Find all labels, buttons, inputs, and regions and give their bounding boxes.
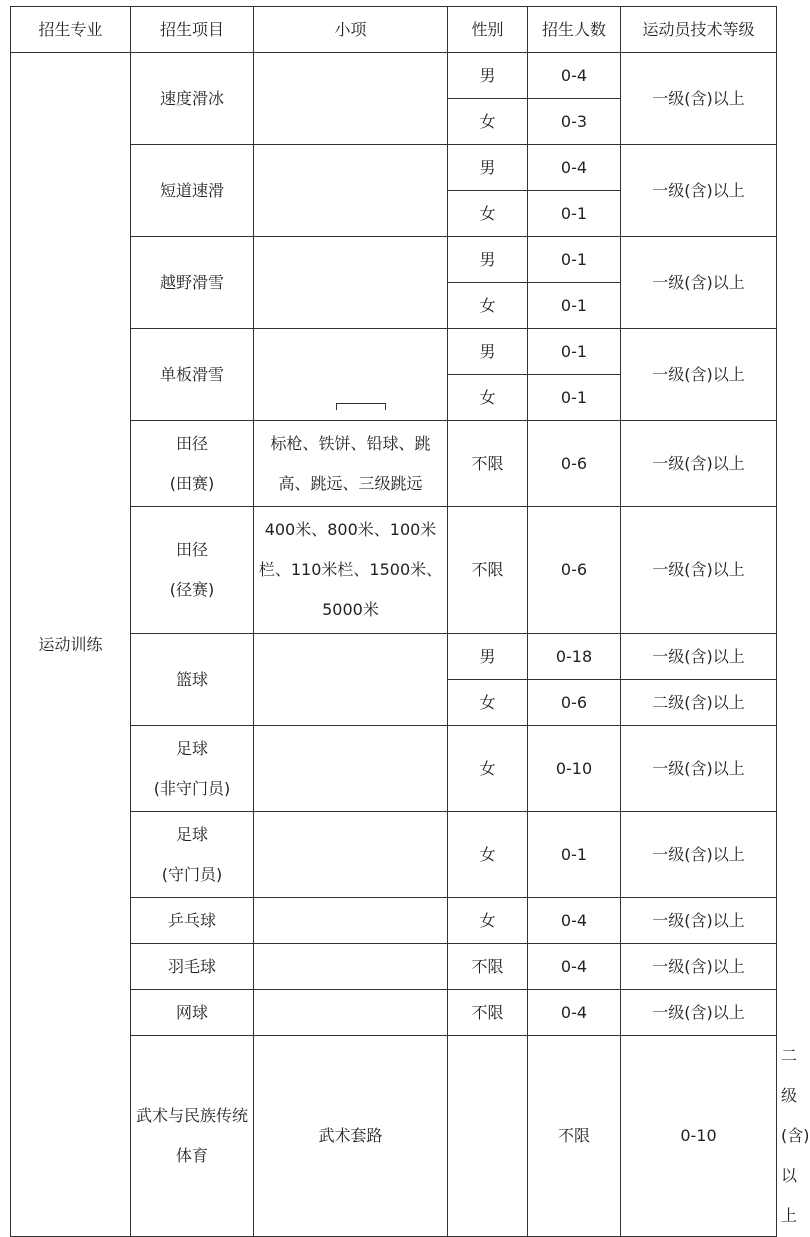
project-cell: 足球 (守门员) xyxy=(131,812,254,898)
table-row xyxy=(11,53,777,99)
gender-cell: 男 xyxy=(448,329,528,375)
count-cell: 0-10 xyxy=(528,726,621,812)
project-cell: 速度滑冰 xyxy=(131,53,254,145)
gender-cell: 女 xyxy=(448,375,528,421)
project-cell: 羽毛球 xyxy=(131,944,254,990)
count-cell: 0-3 xyxy=(528,99,621,145)
gender-cell: 不限 xyxy=(448,421,528,507)
level-cell: 一级(含)以上 xyxy=(621,812,777,898)
project-cell: 田径 (田赛) xyxy=(131,421,254,507)
count-cell: 0-4 xyxy=(528,898,621,944)
sub-cell xyxy=(448,1036,528,1237)
count-cell: 0-6 xyxy=(528,421,621,507)
sub-cell xyxy=(254,944,448,990)
gender-cell: 男 xyxy=(448,53,528,99)
sub-cell xyxy=(254,990,448,1036)
sub-cell xyxy=(254,53,448,145)
count-cell: 0-1 xyxy=(528,812,621,898)
count-cell: 0-18 xyxy=(528,634,621,680)
gender-cell: 女 xyxy=(448,191,528,237)
project-cell: 单板滑雪 xyxy=(131,329,254,421)
table-row: 武术与民族传统体育 武术套路 不限 0-10 二级(含)以上 xyxy=(11,1036,777,1237)
project-cell: 田径 (径赛) xyxy=(131,507,254,634)
level-cell: 一级(含)以上 xyxy=(621,507,777,634)
gender-cell: 不限 xyxy=(528,1036,621,1237)
bracket-mark xyxy=(336,403,386,410)
gender-cell: 女 xyxy=(448,898,528,944)
count-cell: 0-1 xyxy=(528,283,621,329)
header-gender: 性别 xyxy=(448,7,528,53)
count-cell: 0-1 xyxy=(528,191,621,237)
level-cell: 一级(含)以上 xyxy=(621,944,777,990)
sub-cell: 标枪、铁饼、铅球、跳高、跳远、三级跳远 xyxy=(254,421,448,507)
level-cell: 一级(含)以上 xyxy=(621,634,777,680)
sub-cell xyxy=(254,812,448,898)
level-cell: 一级(含)以上 xyxy=(621,329,777,421)
major-cell: 运动训练 xyxy=(11,53,131,1237)
level-cell: 一级(含)以上 xyxy=(621,421,777,507)
count-cell: 0-1 xyxy=(528,237,621,283)
level-cell: 一级(含)以上 xyxy=(621,53,777,145)
gender-cell: 不限 xyxy=(448,990,528,1036)
sub-cell xyxy=(254,237,448,329)
project-cell: 越野滑雪 xyxy=(131,237,254,329)
gender-cell: 不限 xyxy=(448,507,528,634)
count-cell: 0-4 xyxy=(528,53,621,99)
count-cell: 0-6 xyxy=(528,507,621,634)
count-cell: 0-6 xyxy=(528,680,621,726)
project-cell: 武术套路 xyxy=(254,1036,448,1237)
sub-cell xyxy=(254,145,448,237)
count-cell: 0-4 xyxy=(528,990,621,1036)
header-sub: 小项 xyxy=(254,7,448,53)
gender-cell: 女 xyxy=(448,99,528,145)
count-cell: 0-10 xyxy=(621,1036,777,1237)
project-cell: 短道速滑 xyxy=(131,145,254,237)
count-cell: 0-4 xyxy=(528,145,621,191)
gender-cell: 女 xyxy=(448,726,528,812)
gender-cell: 不限 xyxy=(448,944,528,990)
header-count: 招生人数 xyxy=(528,7,621,53)
header-major: 招生专业 xyxy=(11,7,131,53)
header-level: 运动员技术等级 xyxy=(621,7,777,53)
sub-cell xyxy=(254,726,448,812)
count-cell: 0-1 xyxy=(528,329,621,375)
gender-cell: 男 xyxy=(448,237,528,283)
count-cell: 0-1 xyxy=(528,375,621,421)
gender-cell: 女 xyxy=(448,812,528,898)
project-cell: 篮球 xyxy=(131,634,254,726)
page xyxy=(10,6,810,1237)
project-cell: 乒乓球 xyxy=(131,898,254,944)
gender-cell: 男 xyxy=(448,634,528,680)
major-cell: 武术与民族传统体育 xyxy=(131,1036,254,1237)
sub-cell xyxy=(254,634,448,726)
project-cell: 足球 (非守门员) xyxy=(131,726,254,812)
level-cell: 一级(含)以上 xyxy=(621,237,777,329)
sub-cell: 400米、800米、100米栏、110米栏、1500米、5000米 xyxy=(254,507,448,634)
header-project: 招生项目 xyxy=(131,7,254,53)
level-cell: 二级(含)以上 xyxy=(621,680,777,726)
project-cell: 网球 xyxy=(131,990,254,1036)
count-cell: 0-4 xyxy=(528,944,621,990)
sub-cell xyxy=(254,898,448,944)
gender-cell: 男 xyxy=(448,145,528,191)
level-cell: 一级(含)以上 xyxy=(621,145,777,237)
level-cell: 一级(含)以上 xyxy=(621,726,777,812)
level-cell: 一级(含)以上 xyxy=(621,990,777,1036)
gender-cell: 女 xyxy=(448,680,528,726)
gender-cell: 女 xyxy=(448,283,528,329)
header-row xyxy=(11,7,777,53)
admissions-table xyxy=(10,6,810,1237)
level-cell: 一级(含)以上 xyxy=(621,898,777,944)
